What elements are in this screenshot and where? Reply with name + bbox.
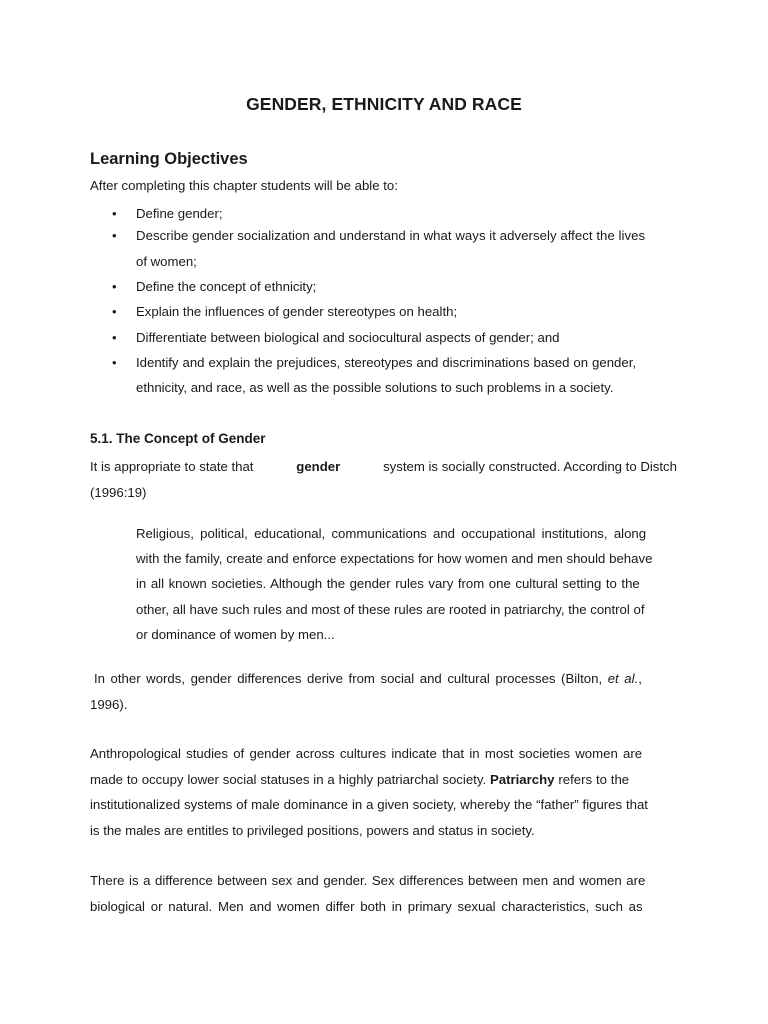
bold-term: Patriarchy (489, 772, 555, 787)
bullet-marker: • (112, 279, 117, 294)
objective-item: Define gender; (136, 206, 223, 221)
objective-item: Explain the influences of gender stereotypes on health; (136, 304, 458, 319)
paragraph-line (94, 670, 642, 688)
objective-item: Differentiate between biological and sociocultural aspects of gender; and (136, 330, 560, 345)
text-segment: system is socially constructed. According to Distch (383, 459, 677, 474)
paragraph-line: institutionalized systems of male dominance in a given society, whereby the “father” figures that (90, 797, 648, 812)
text-segment: made to occupy lower social statuses in a highly patriarchal society. (90, 772, 487, 787)
learning-objectives-heading: Learning Objectives (90, 150, 248, 168)
quote-line: Religious, political, educational, communications and occupational institutions, along (136, 526, 647, 541)
objective-item-text: Describe gender socialization and understand in what ways it adversely affect the lives (136, 228, 646, 243)
bullet-marker: • (112, 228, 117, 243)
paragraph-line: is the males are entitles to privileged positions, powers and status in society. (90, 823, 535, 838)
text-segment: It is appropriate to state that (90, 459, 254, 474)
quote-line: with the family, create and enforce expectations for how women and men should behave (136, 551, 653, 566)
bold-term: gender (296, 459, 341, 474)
bullet-marker: • (112, 330, 117, 345)
objective-item: Identify and explain the prejudices, stereotypes and discriminations based on gender, (136, 355, 637, 370)
quote-line: in all known societies. Although the gender rules vary from one cultural setting to the (136, 576, 640, 591)
paragraph-line: 1996). (90, 697, 128, 712)
paragraph-line (90, 771, 629, 789)
bullet-marker: • (112, 304, 117, 319)
objectives-intro: After completing this chapter students will be able to: (90, 178, 398, 193)
paragraph-line: biological or natural. Men and women differ both in primary sexual characteristics, such as (90, 899, 643, 914)
objective-item-continuation: ethnicity, and race, as well as the possible solutions to such problems in a society. (136, 380, 614, 395)
quote-line: or dominance of women by men... (136, 627, 335, 642)
bullet-marker: • (112, 355, 117, 370)
paragraph-line: (1996:19) (90, 485, 147, 500)
paragraph-line: Anthropological studies of gender across cultures indicate that in most societies women are (90, 746, 643, 761)
objective-item (136, 227, 677, 245)
text-segment: refers to the (558, 772, 630, 787)
objective-item-continuation: of women; (136, 254, 197, 269)
text-segment: , (638, 671, 642, 686)
italic-term: et al. (607, 671, 639, 686)
paragraph-line: There is a difference between sex and gender. Sex differences between men and women are (90, 873, 646, 888)
text-segment: In other words, gender differences derive from social and cultural processes (Bilton, (94, 671, 603, 686)
quote-line: other, all have such rules and most of these rules are rooted in patriarchy, the control of (136, 602, 645, 617)
paragraph-line (90, 458, 677, 476)
section-heading: 5.1. The Concept of Gender (90, 431, 266, 446)
objective-item: Define the concept of ethnicity; (136, 279, 317, 294)
document-title: GENDER, ETHNICITY AND RACE (246, 94, 522, 114)
bullet-marker: • (112, 206, 117, 221)
